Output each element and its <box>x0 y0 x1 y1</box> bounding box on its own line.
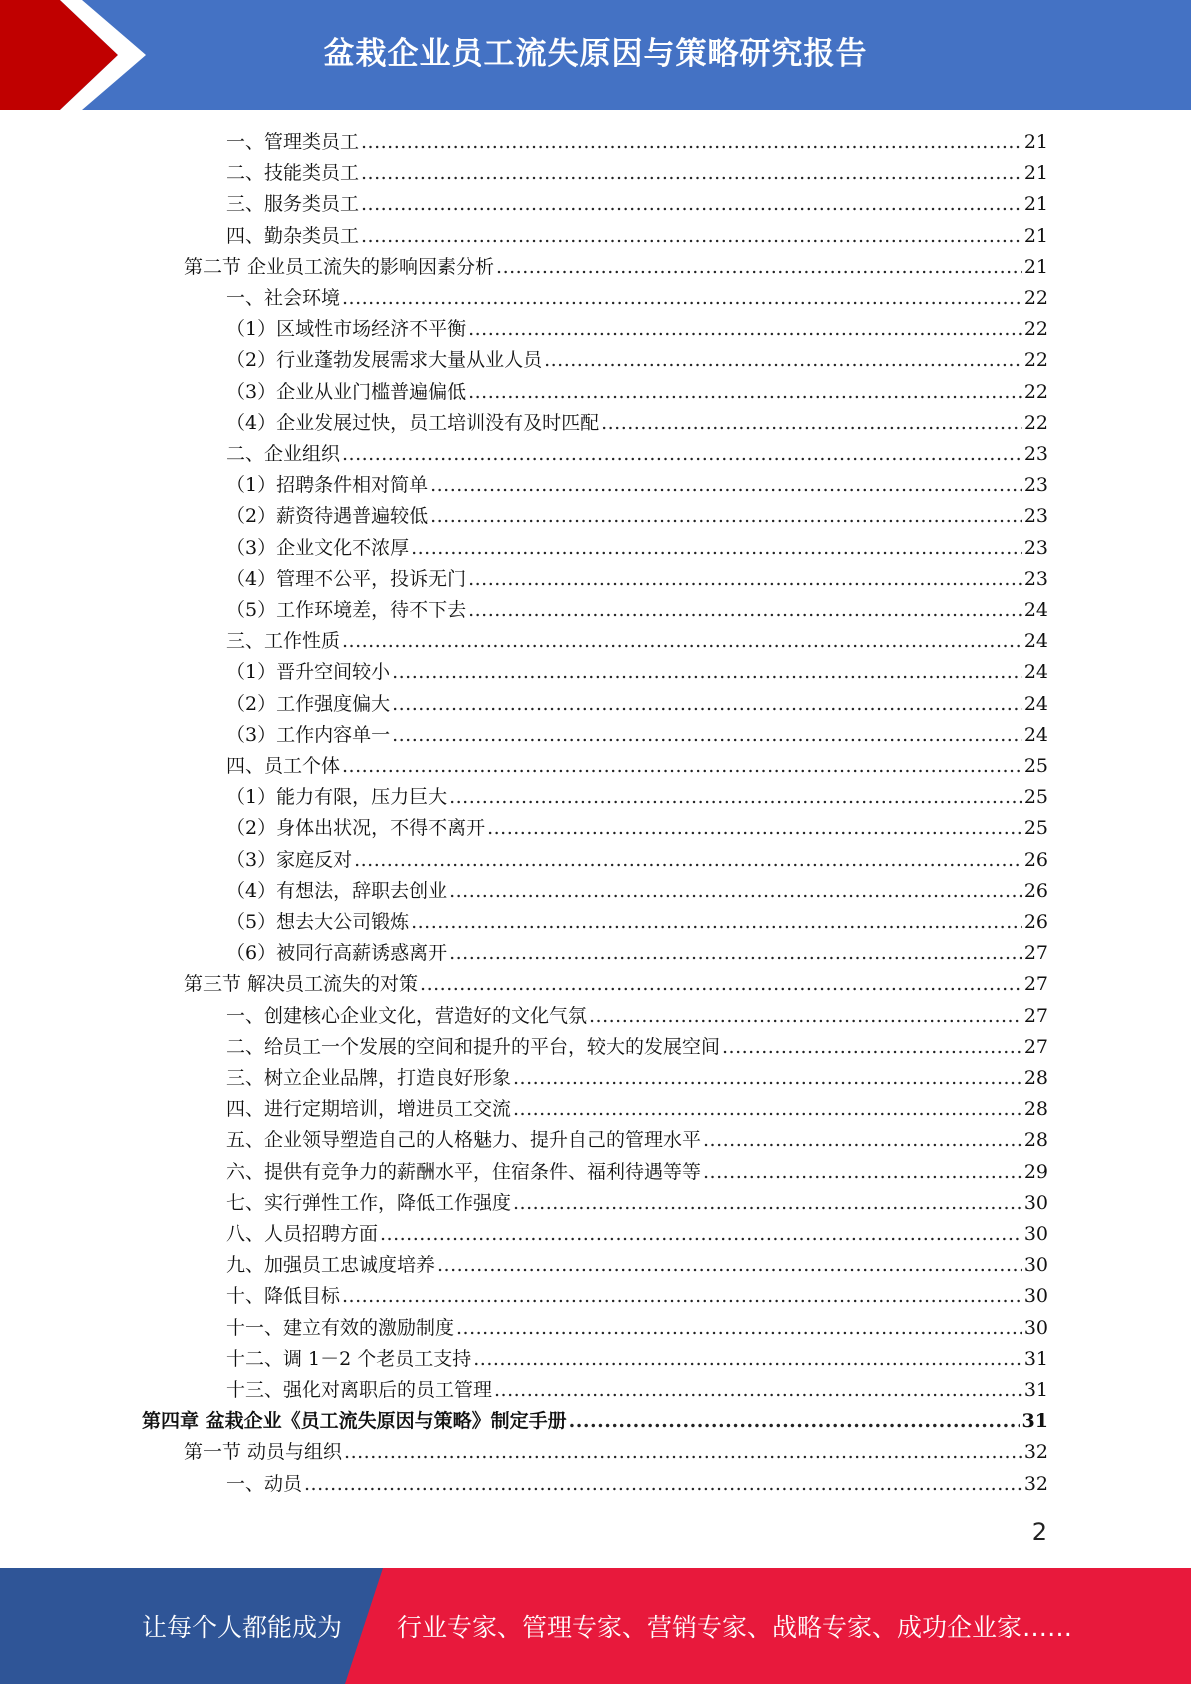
toc-entry-page: 24 <box>1023 724 1048 746</box>
toc-dot-leader <box>468 318 1022 340</box>
toc-entry[interactable] <box>226 1188 1048 1219</box>
toc-entry[interactable] <box>184 969 1048 1000</box>
toc-entry-title: （4）有想法，辞职去创业 <box>226 880 448 902</box>
toc-dot-leader <box>601 412 1022 434</box>
toc-dot-leader <box>361 131 1022 153</box>
toc-entry[interactable] <box>226 938 1048 969</box>
toc-dot-leader <box>569 1410 1020 1432</box>
toc-entry-title: 四、进行定期培训，增进员工交流 <box>226 1098 512 1120</box>
toc-entry-page: 30 <box>1023 1254 1048 1276</box>
toc-dot-leader <box>468 599 1022 621</box>
toc-dot-leader <box>354 849 1022 871</box>
toc-entry-page: 22 <box>1023 287 1048 309</box>
toc-entry-page: 27 <box>1023 1036 1048 1058</box>
toc-entry-title: （1）区域性市场经济不平衡 <box>226 318 467 340</box>
toc-entry-page: 24 <box>1023 630 1048 652</box>
toc-entry-page: 21 <box>1023 225 1048 247</box>
toc-dot-leader <box>468 568 1022 590</box>
toc-entry-title: （2）身体出状况，不得不离开 <box>226 817 486 839</box>
toc-entry[interactable] <box>226 1125 1048 1156</box>
toc-entry[interactable] <box>226 1313 1048 1344</box>
toc-entry-title: （3）企业文化不浓厚 <box>226 537 410 559</box>
toc-entry[interactable] <box>226 189 1048 220</box>
toc-entry-page: 31 <box>1023 1348 1048 1370</box>
toc-entry-title: 二、给员工一个发展的空间和提升的平台，较大的发展空间 <box>226 1036 721 1058</box>
toc-dot-leader <box>420 973 1022 995</box>
toc-entry-title: （4）企业发展过快，员工培训没有及时匹配 <box>226 412 600 434</box>
toc-entry[interactable] <box>184 1437 1048 1468</box>
toc-entry-page: 27 <box>1023 1005 1048 1027</box>
toc-entry-title: 十、降低目标 <box>226 1285 341 1307</box>
toc-entry-page: 27 <box>1023 973 1048 995</box>
toc-entry-title: 七、实行弹性工作，降低工作强度 <box>226 1192 512 1214</box>
toc-entry[interactable] <box>226 782 1048 813</box>
toc-entry-page: 30 <box>1023 1317 1048 1339</box>
toc-dot-leader <box>494 1379 1022 1401</box>
toc-entry-title: 三、服务类员工 <box>226 193 360 215</box>
toc-entry-page: 23 <box>1023 537 1048 559</box>
toc-dot-leader <box>380 1223 1022 1245</box>
toc-entry-page: 24 <box>1023 693 1048 715</box>
toc-entry-title: （6）被同行高薪诱惑离开 <box>226 942 448 964</box>
toc-entry[interactable] <box>226 1219 1048 1250</box>
toc-entry-page: 28 <box>1023 1067 1048 1089</box>
toc-entry-title: 三、工作性质 <box>226 630 341 652</box>
toc-entry[interactable] <box>226 470 1048 501</box>
toc-entry-page: 31 <box>1021 1410 1048 1432</box>
toc-entry[interactable] <box>142 1406 1048 1437</box>
toc-entry-title: （5）想去大公司锻炼 <box>226 911 410 933</box>
toc-entry[interactable] <box>226 845 1048 876</box>
toc-entry[interactable] <box>226 1001 1048 1032</box>
toc-entry-page: 25 <box>1023 755 1048 777</box>
toc-entry-page: 22 <box>1023 412 1048 434</box>
toc-entry-page: 26 <box>1023 849 1048 871</box>
toc-entry-title: 二、企业组织 <box>226 443 341 465</box>
toc-entry-page: 24 <box>1023 599 1048 621</box>
toc-dot-leader <box>703 1161 1022 1183</box>
toc-dot-leader <box>487 817 1022 839</box>
toc-entry-page: 21 <box>1023 193 1048 215</box>
toc-entry[interactable] <box>226 1094 1048 1125</box>
toc-dot-leader <box>392 724 1022 746</box>
toc-entry[interactable] <box>226 1032 1048 1063</box>
toc-entry[interactable] <box>226 907 1048 938</box>
toc-entry[interactable] <box>226 876 1048 907</box>
toc-entry[interactable] <box>226 408 1048 439</box>
toc-entry-title: 十三、强化对离职后的员工管理 <box>226 1379 493 1401</box>
toc-entry[interactable] <box>226 501 1048 532</box>
toc-dot-leader <box>392 661 1022 683</box>
toc-entry-title: （2）行业蓬勃发展需求大量从业人员 <box>226 349 543 371</box>
toc-entry-title: 十二、调 1－2 个老员工支持 <box>226 1348 472 1370</box>
toc-entry[interactable] <box>226 1157 1048 1188</box>
toc-entry[interactable] <box>226 1469 1048 1500</box>
toc-dot-leader <box>344 1441 1022 1463</box>
toc-dot-leader <box>449 880 1022 902</box>
toc-dot-leader <box>437 1254 1022 1276</box>
toc-entry-title: （3）家庭反对 <box>226 849 353 871</box>
toc-entry-page: 30 <box>1023 1223 1048 1245</box>
toc-entry[interactable] <box>226 813 1048 844</box>
toc-entry-title: 六、提供有竞争力的薪酬水平，住宿条件、福利待遇等等 <box>226 1161 702 1183</box>
toc-entry-page: 30 <box>1023 1285 1048 1307</box>
footer-slogan-left: 让每个人都能成为 <box>142 1613 343 1642</box>
toc-entry-title: 八、人员招聘方面 <box>226 1223 379 1245</box>
toc-entry-title: （1）晋升空间较小 <box>226 661 391 683</box>
toc-entry[interactable] <box>226 377 1048 408</box>
toc-entry-page: 23 <box>1023 474 1048 496</box>
toc-dot-leader <box>361 162 1022 184</box>
toc-entry[interactable] <box>226 626 1048 657</box>
toc-dot-leader <box>411 911 1022 933</box>
toc-entry-page: 24 <box>1023 661 1048 683</box>
toc-entry[interactable] <box>226 221 1048 252</box>
toc-entry-title: 三、树立企业品牌，打造良好形象 <box>226 1067 512 1089</box>
toc-entry-page: 31 <box>1023 1379 1048 1401</box>
toc-entry-title: 一、社会环境 <box>226 287 341 309</box>
page-footer <box>0 1568 1191 1684</box>
toc-entry[interactable] <box>226 283 1048 314</box>
toc-entry[interactable] <box>226 439 1048 470</box>
toc-entry[interactable] <box>226 1250 1048 1281</box>
toc-entry-title: 第二节 企业员工流失的影响因素分析 <box>184 256 495 278</box>
document-title: 盆栽企业员工流失原因与策略研究报告 <box>323 36 868 72</box>
toc-entry[interactable] <box>226 1344 1048 1375</box>
toc-dot-leader <box>513 1067 1022 1089</box>
toc-dot-leader <box>468 381 1022 403</box>
toc-entry-title: 四、勤杂类员工 <box>226 225 360 247</box>
toc-entry[interactable] <box>226 720 1048 751</box>
toc-entry[interactable] <box>226 345 1048 376</box>
toc-entry-title: 一、管理类员工 <box>226 131 360 153</box>
toc-entry-page: 25 <box>1023 817 1048 839</box>
toc-entry-page: 22 <box>1023 318 1048 340</box>
toc-entry[interactable] <box>226 689 1048 720</box>
toc-entry-title: （4）管理不公平，投诉无门 <box>226 568 467 590</box>
toc-entry-page: 26 <box>1023 911 1048 933</box>
toc-dot-leader <box>342 1285 1022 1307</box>
toc-dot-leader <box>342 755 1022 777</box>
toc-entry[interactable] <box>226 314 1048 345</box>
toc-entry[interactable] <box>226 1375 1048 1406</box>
toc-entry-title: 第三节 解决员工流失的对策 <box>184 973 419 995</box>
toc-dot-leader <box>589 1005 1022 1027</box>
toc-entry-page: 30 <box>1023 1192 1048 1214</box>
toc-entry-title: 九、加强员工忠诚度培养 <box>226 1254 436 1276</box>
toc-entry-title: 十一、建立有效的激励制度 <box>226 1317 455 1339</box>
page-header <box>0 0 1191 110</box>
toc-dot-leader <box>473 1348 1022 1370</box>
toc-dot-leader <box>544 349 1022 371</box>
toc-dot-leader <box>722 1036 1022 1058</box>
toc-entry-page: 23 <box>1023 443 1048 465</box>
toc-entry-page: 23 <box>1023 568 1048 590</box>
toc-entry-page: 22 <box>1023 381 1048 403</box>
footer-slogan-right: 行业专家、管理专家、营销专家、战略专家、成功企业家…… <box>397 1613 1073 1642</box>
toc-dot-leader <box>496 256 1022 278</box>
toc-dot-leader <box>449 786 1022 808</box>
toc-entry-page: 27 <box>1023 942 1048 964</box>
toc-entry-page: 21 <box>1023 131 1048 153</box>
toc-entry-title: 五、企业领导塑造自己的人格魅力、提升自己的管理水平 <box>226 1129 702 1151</box>
toc-dot-leader <box>361 193 1022 215</box>
toc-entry-page: 29 <box>1023 1161 1048 1183</box>
toc-entry[interactable] <box>184 252 1048 283</box>
toc-entry-title: （1）能力有限，压力巨大 <box>226 786 448 808</box>
toc-entry-page: 26 <box>1023 880 1048 902</box>
toc-entry-page: 21 <box>1023 256 1048 278</box>
toc-entry-page: 32 <box>1023 1441 1048 1463</box>
toc-entry-page: 23 <box>1023 505 1048 527</box>
toc-dot-leader <box>430 505 1022 527</box>
toc-dot-leader <box>361 225 1022 247</box>
toc-entry[interactable] <box>226 657 1048 688</box>
toc-entry[interactable] <box>226 1063 1048 1094</box>
toc-entry-page: 28 <box>1023 1098 1048 1120</box>
toc-entry[interactable] <box>226 564 1048 595</box>
toc-entry-title: 二、技能类员工 <box>226 162 360 184</box>
toc-dot-leader <box>304 1473 1022 1495</box>
toc-entry-page: 32 <box>1023 1473 1048 1495</box>
toc-dot-leader <box>430 474 1022 496</box>
toc-entry-title: 第一节 动员与组织 <box>184 1441 343 1463</box>
page-number: 2 <box>1031 1518 1047 1546</box>
toc-entry-title: （1）招聘条件相对简单 <box>226 474 429 496</box>
toc-dot-leader <box>342 443 1022 465</box>
toc-dot-leader <box>703 1129 1022 1151</box>
toc-entry[interactable] <box>226 751 1048 782</box>
toc-entry[interactable] <box>226 1281 1048 1312</box>
toc-dot-leader <box>449 942 1022 964</box>
toc-entry-page: 22 <box>1023 349 1048 371</box>
toc-entry-title: 一、动员 <box>226 1473 303 1495</box>
toc-entry-page: 25 <box>1023 786 1048 808</box>
toc-entry-title: （2）薪资待遇普遍较低 <box>226 505 429 527</box>
toc-entry-title: （2）工作强度偏大 <box>226 693 391 715</box>
toc-entry-title: （3）企业从业门槛普遍偏低 <box>226 381 467 403</box>
toc-entry-title: （3）工作内容单一 <box>226 724 391 746</box>
toc-entry[interactable] <box>226 127 1048 158</box>
toc-dot-leader <box>513 1098 1022 1120</box>
toc-entry[interactable] <box>226 595 1048 626</box>
toc-dot-leader <box>342 287 1022 309</box>
toc-entry-page: 28 <box>1023 1129 1048 1151</box>
toc-entry-title: 四、员工个体 <box>226 755 341 777</box>
toc-entry-page: 21 <box>1023 162 1048 184</box>
toc-dot-leader <box>456 1317 1022 1339</box>
toc-entry-title: （5）工作环境差，待不下去 <box>226 599 467 621</box>
toc-entry-title: 一、创建核心企业文化，营造好的文化气氛 <box>226 1005 588 1027</box>
toc-dot-leader <box>392 693 1022 715</box>
toc-dot-leader <box>342 630 1022 652</box>
toc-dot-leader <box>513 1192 1022 1214</box>
toc-dot-leader <box>411 537 1022 559</box>
toc-entry[interactable] <box>226 533 1048 564</box>
toc-entry[interactable] <box>226 158 1048 189</box>
toc-entry-title: 第四章 盆栽企业《员工流失原因与策略》制定手册 <box>142 1410 567 1432</box>
